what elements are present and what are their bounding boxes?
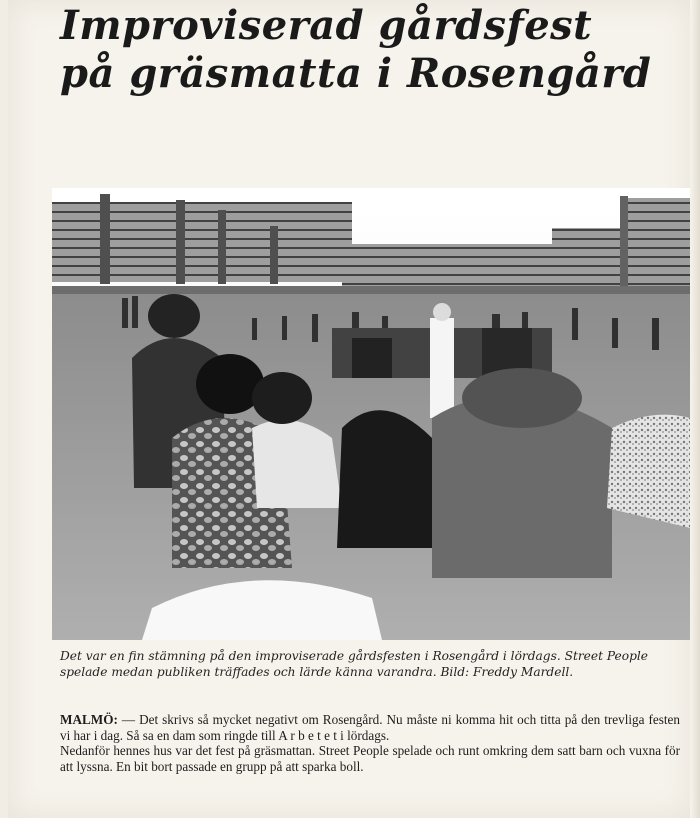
headline-line-2: på gräsmatta i Rosengård (60, 50, 652, 97)
photo-caption: Det var en fin stämning på den improviserade gårdsfesten i Rosengård i lördags. Street People spelade medan publiken träffades och lärde känna varandra. Bild: Freddy Mardell. (60, 649, 648, 679)
article-body (60, 712, 680, 774)
news-photo (52, 188, 690, 640)
dateline: MALMÖ: (60, 712, 118, 727)
paper-edge (690, 0, 700, 818)
paragraph-1-text: — Det skrivs så mycket negativt om Rosengård. Nu måste ni komma hit och titta på den trevliga festen vi har i dag. Så sa en dam som ringde till A r b e t e t i lördags. (60, 712, 681, 743)
article-paragraph-1 (60, 712, 680, 743)
headline-line-1: Improviserad gårdsfest (60, 2, 593, 49)
headline (60, 2, 680, 98)
article-paragraph-2: Nedanför hennes hus var det fest på gräsmattan. Street People spelade och runt omkring dem satt barn och vuxna för att lyssna. En bit bort passade en grupp på att sparka boll. (60, 743, 680, 774)
